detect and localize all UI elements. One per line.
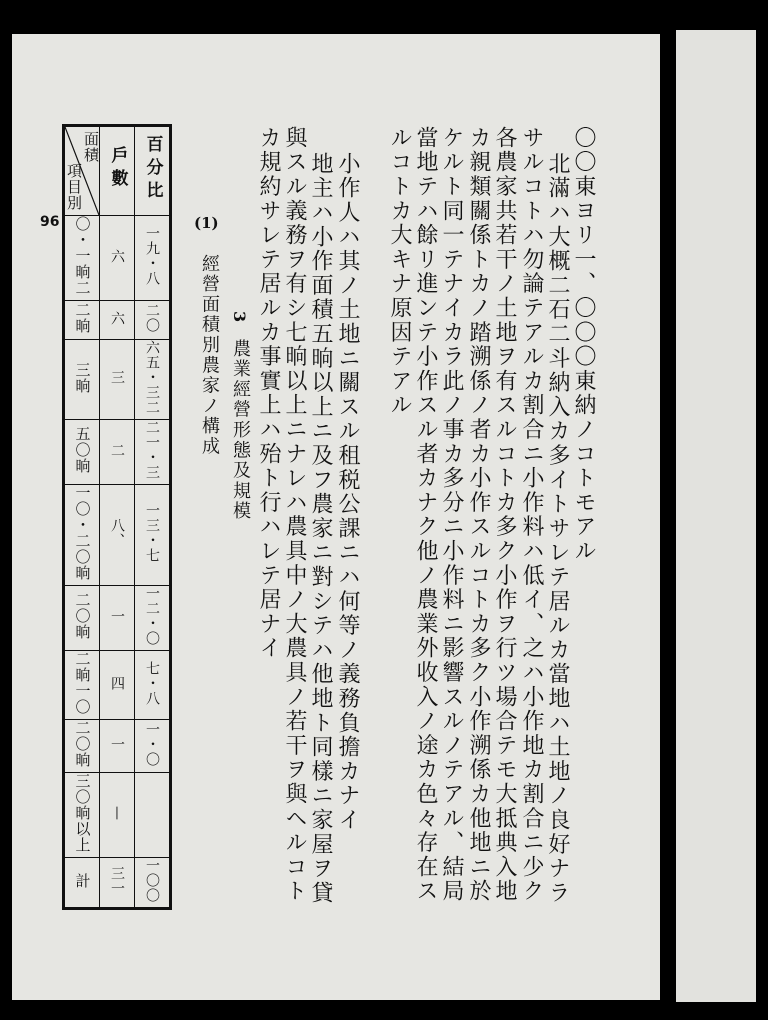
table-cell: 三 xyxy=(100,340,135,420)
farm-area-table xyxy=(62,124,172,910)
column-header: 二晌一〇 xyxy=(64,651,100,720)
column-header: 二晌 xyxy=(64,301,100,340)
header-corner-top: 面積 xyxy=(82,131,100,163)
table-header-corner xyxy=(64,126,100,216)
document-page xyxy=(12,34,660,1000)
table-cell: 二〇 xyxy=(135,301,171,340)
text-column: 北滿ハ大概二石二斗納入カ多イトサレテ居ルカ當地ハ土地ノ良好ナラ xyxy=(545,152,570,906)
text-column: 小作人ハ其ノ土地ニ關スル租税公課ニハ何等ノ義務負擔カナイ xyxy=(335,152,360,833)
table-cell: 八、 xyxy=(100,485,135,586)
table-cell: 一 xyxy=(100,720,135,773)
text-column: 〇〇東ヨリ一、〇〇〇東納ノコトモアル xyxy=(571,126,596,564)
table-cell: — xyxy=(100,773,135,858)
table-cell: 一 xyxy=(100,586,135,651)
text-column: カ規約サレテ居ルカ事實上ハ殆ト行ハレテ居ナイ xyxy=(256,126,281,661)
section-title: 農業經營形態及規模 xyxy=(230,339,251,522)
row-label-percentage: 百分比 xyxy=(135,126,171,216)
adjacent-page-edge xyxy=(676,30,756,1002)
subsection-title: 經營面積別農家ノ構成 xyxy=(199,254,220,457)
text-column: 與スル義務ヲ有シ七晌以上ニナレハ農具中ノ大農具ノ若干ヲ與ヘルコト xyxy=(282,126,307,904)
table-cell: 一二・〇 xyxy=(135,586,171,651)
column-header-total: 計 xyxy=(64,858,100,909)
column-header: 五〇晌 xyxy=(64,420,100,485)
text-column: ケルト同一テナイカラ此ノ事カ多分ニ小作料ニ影響スルノテアル、結局 xyxy=(439,126,464,904)
column-header: 三〇晌以上 xyxy=(64,773,100,858)
table-cell: 六 xyxy=(100,301,135,340)
table-cell: 一・〇 xyxy=(135,720,171,773)
text-column: 地主ハ小作面積五晌以上ニ及フ農家ニ對シテハ他地ト同樣ニ家屋ヲ貸 xyxy=(308,152,333,906)
text-column: 當地テハ餘リ進ンテ小作スル者カナク他ノ農業外收入ノ途カ色々存在ス xyxy=(413,126,438,904)
column-header: 一〇・二〇晌 xyxy=(64,485,100,586)
table-cell: 一三・七 xyxy=(135,485,171,586)
table-cell: 二 xyxy=(100,420,135,485)
table-cell: 一九・八 xyxy=(135,216,171,301)
text-column: ルコトカ大キナ原因テアル xyxy=(387,126,412,418)
table-cell: 一〇〇 xyxy=(135,858,171,909)
subsection-number: (1) xyxy=(194,214,219,232)
header-corner-bottom: 項目別 xyxy=(65,163,83,211)
column-header: 三晌 xyxy=(64,340,100,420)
text-column: カ親類關係トカノ踏溯係ノ者カ小作スルコトカ多ク小作溯係カ他地ニ於 xyxy=(466,126,491,904)
page-number: 96 xyxy=(40,214,60,230)
text-column: サルコトハ勿論テアルカ割合ニ小作料ハ低イ、之ハ小作地カ割合ニ少ク xyxy=(519,126,544,904)
text-column: 各農家共若干ノ土地ヲ有スルコトカ多ク小作ヲ行ツ場合テモ大抵典入地 xyxy=(492,126,517,904)
table-cell: 六 xyxy=(100,216,135,301)
table-cell: 四 xyxy=(100,651,135,720)
column-header: 二〇晌 xyxy=(64,586,100,651)
table-cell: 六五・三二 xyxy=(135,340,171,420)
column-header: 二〇晌 xyxy=(64,720,100,773)
section-number: 3 xyxy=(230,311,249,325)
table-cell xyxy=(135,773,171,858)
table-cell: 二一・三 xyxy=(135,420,171,485)
column-header: 〇・一晌二 xyxy=(64,216,100,301)
row-label-households: 戶數 xyxy=(100,126,135,216)
table-cell: 三一 xyxy=(100,858,135,909)
table-cell: 七・八 xyxy=(135,651,171,720)
